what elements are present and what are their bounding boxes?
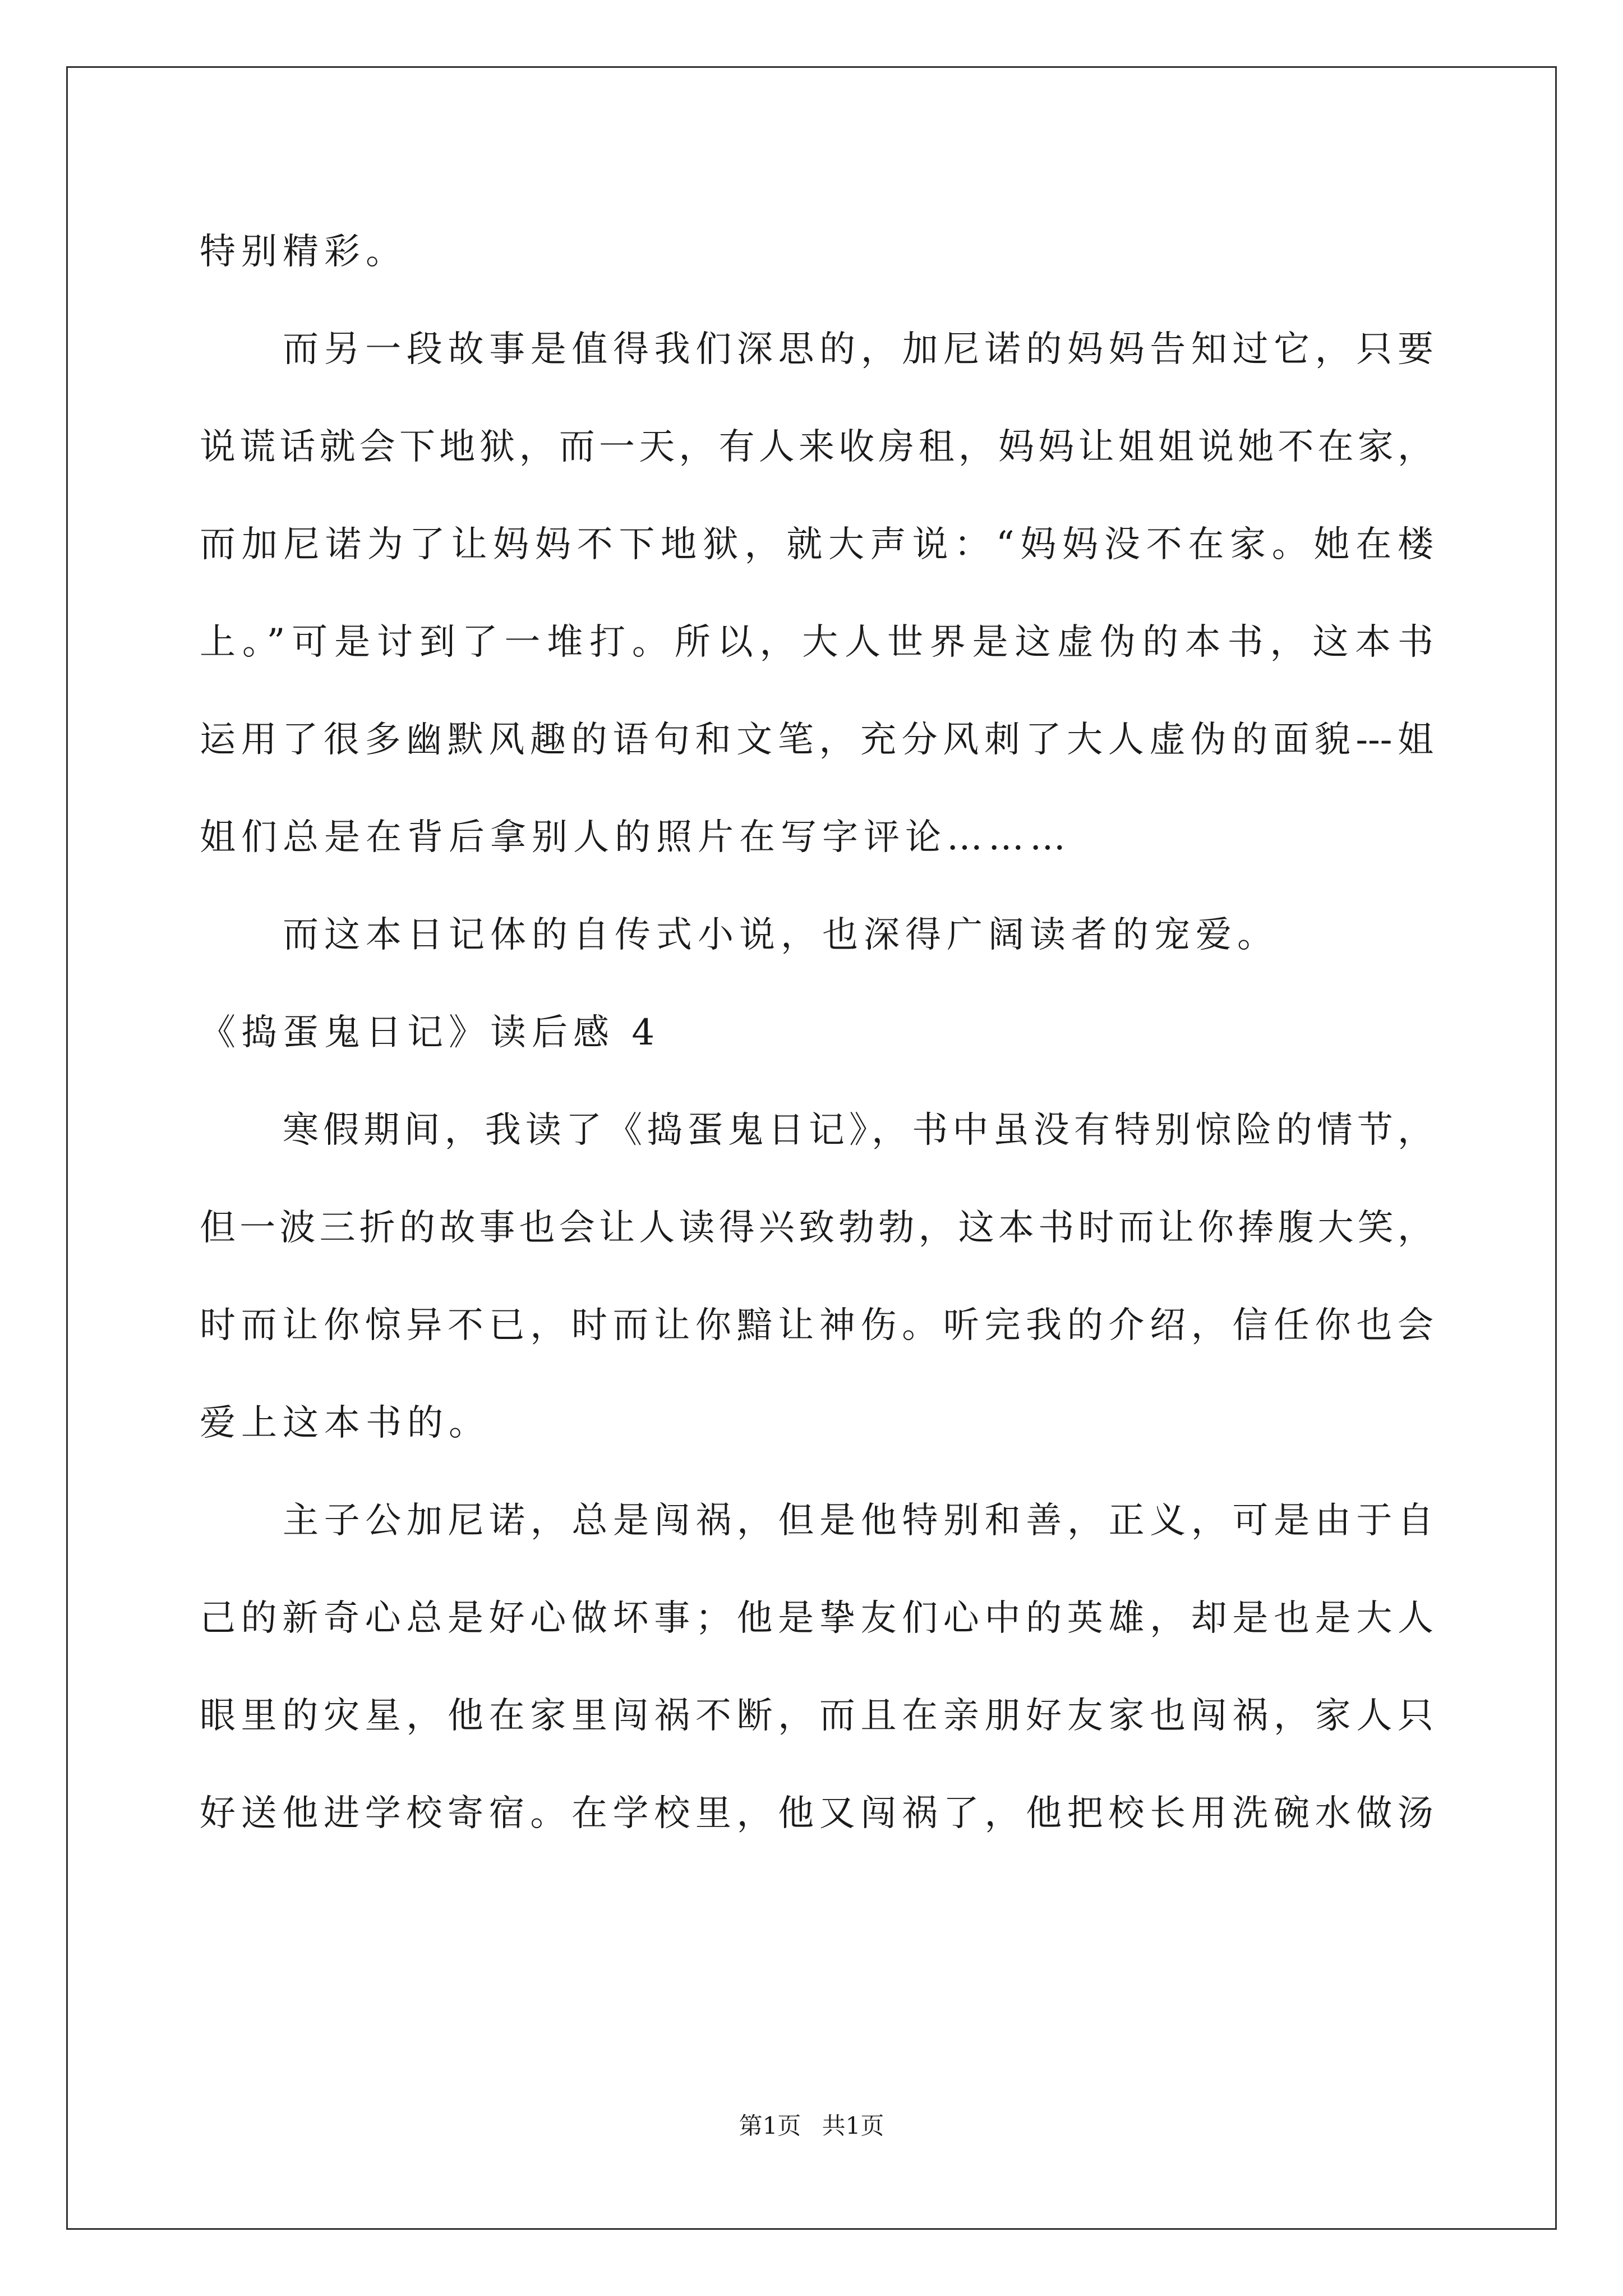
text-line: 姐们总是在背后拿别人的照片在写字评论……… bbox=[200, 817, 1071, 858]
text-line: 时而让你惊异不已，时而让你黯让神伤。听完我的介绍，信任你也会 bbox=[200, 1305, 1433, 1346]
text-line: 但一波三折的故事也会让人读得兴致勃勃，这本书时而让你捧腹大笑， bbox=[200, 1207, 1433, 1249]
document-body bbox=[200, 203, 1433, 1862]
page-footer bbox=[0, 2109, 1623, 2143]
text-line: 好送他进学校寄宿。在学校里，他又闯祸了，他把校长用洗碗水做汤 bbox=[200, 1793, 1433, 1834]
text-line: 而加尼诺为了让妈妈不下地狱，就大声说：“妈妈没不在家。她在楼 bbox=[200, 524, 1433, 565]
text-line: 说谎话就会下地狱，而一天，有人来收房租，妈妈让姐姐说她不在家， bbox=[200, 426, 1433, 468]
text-line: 运用了很多幽默风趣的语句和文笔，充分风刺了大人虚伪的面貌---姐 bbox=[200, 719, 1433, 761]
text-line: 爱上这本书的。 bbox=[200, 1402, 490, 1444]
text-line: 而另一段故事是值得我们深思的，加尼诺的妈妈告知过它，只要 bbox=[283, 329, 1433, 370]
text-line: 己的新奇心总是好心做坏事；他是挚友们心中的英雄，却是也是大人 bbox=[200, 1598, 1433, 1639]
section-heading: 《捣蛋鬼日记》读后感 4 bbox=[200, 1012, 661, 1053]
text-line: 寒假期间，我读了《捣蛋鬼日记》，书中虽没有特别惊险的情节， bbox=[283, 1110, 1433, 1151]
text-line: 眼里的灾星，他在家里闯祸不断，而且在亲朋好友家也闯祸，家人只 bbox=[200, 1695, 1433, 1737]
text-line: 特别精彩。 bbox=[200, 231, 407, 273]
page-number: 第1页 bbox=[739, 2112, 801, 2139]
text-line: 上。”可是讨到了一堆打。所以，大人世界是这虚伪的本书，这本书 bbox=[200, 622, 1433, 663]
page-total: 共1页 bbox=[822, 2112, 884, 2139]
text-line: 而这本日记体的自传式小说，也深得广阔读者的宠爱。 bbox=[283, 914, 1279, 956]
text-line: 主子公加尼诺，总是闯祸，但是他特别和善，正义，可是由于自 bbox=[283, 1500, 1433, 1542]
